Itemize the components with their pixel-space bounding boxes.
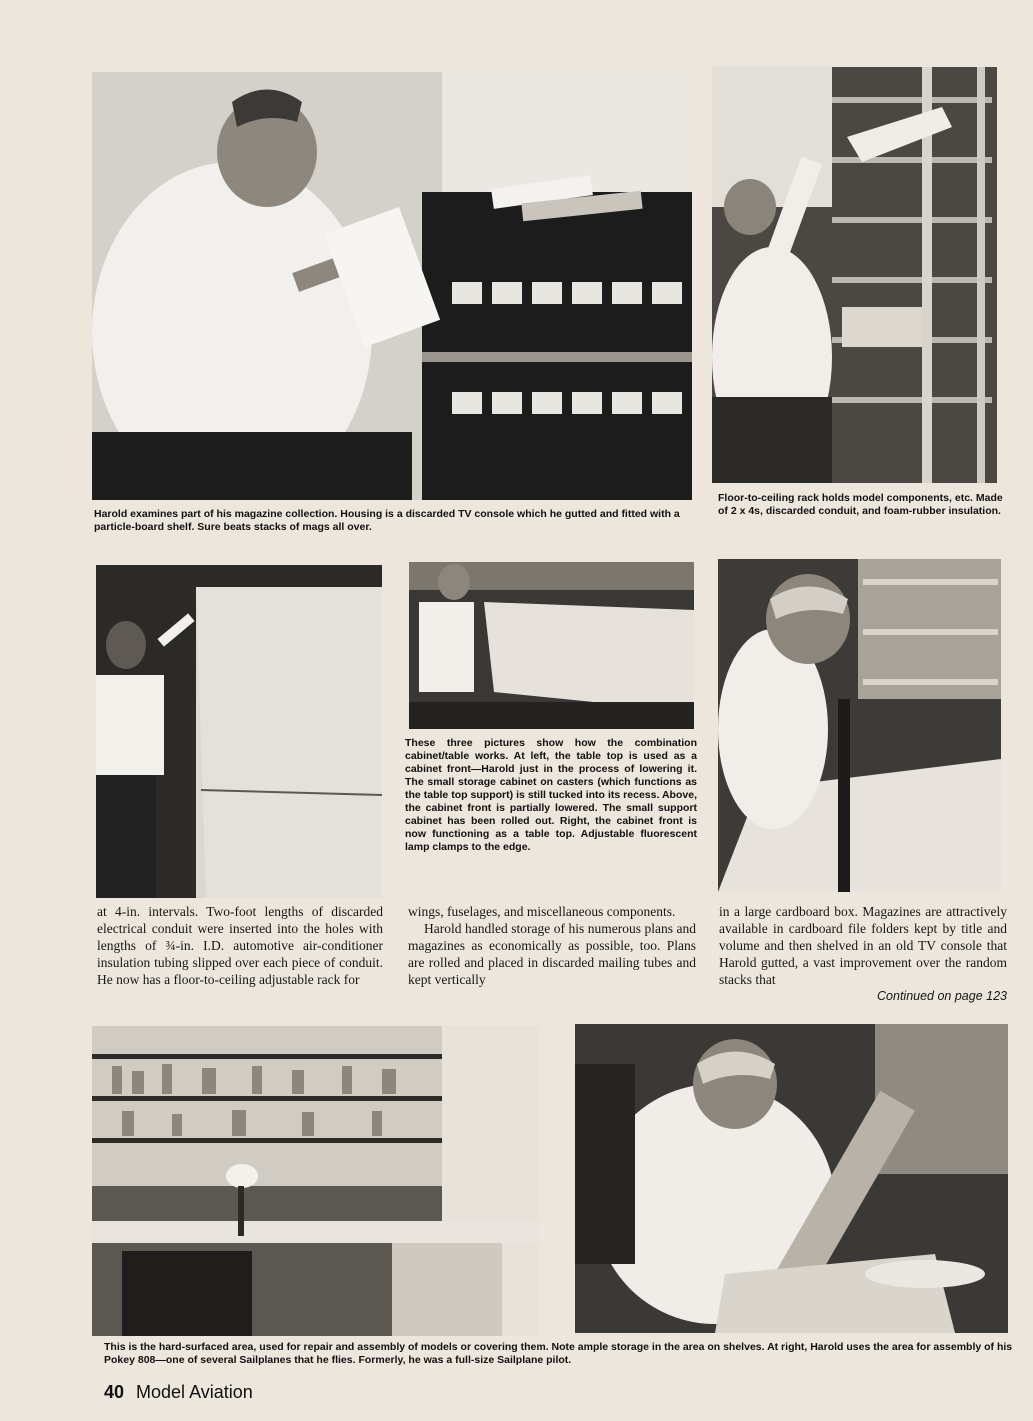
article-column-1 [97,903,383,988]
photo-cabinet-front-left [96,565,382,898]
article-col2-para2: Harold handled storage of his numerous plans and magazines as economically as possible, too. Plans are rolled and placed in discarded mailing tubes and kept vertically [408,921,696,987]
page-footer [104,1382,253,1403]
photo-table-top [718,559,1001,892]
continued-on-page: Continued on page 123 [877,989,1007,1003]
caption-workbench: This is the hard-surfaced area, used for repair and assembly of models or covering them. Note ample storage in the area on shelves. At right, Harold uses the area for assembly of his Pokey 808—one of several Sailplanes that he flies. Formerly, he was a full-size Sailplane pilot. [104,1341,1013,1366]
caption-floor-rack: Floor-to-ceiling rack holds model components, etc. Made of 2 x 4s, discarded conduit, and foam-rubber insulation. [718,492,1003,517]
page-number: 40 [104,1382,125,1402]
photo-cabinet-front-partial [409,562,694,729]
caption-magazine-console: Harold examines part of his magazine collection. Housing is a discarded TV console which he gutted and fitted with a particle-board shelf. Sure beats stacks of mags all over. [94,508,680,533]
article-col1-text: at 4-in. intervals. Two-foot lengths of discarded electrical conduit were inserted into the holes with lengths of ¾-in. I.D. automotive air-conditioner insulation tubing slipped over each piece of conduit. He now has a floor-to-ceiling adjustable rack for [97,904,383,987]
photo-magazine-console [92,72,692,500]
article-column-2 [408,903,696,988]
article-column-3 [719,903,1007,1005]
photo-sailplane-assembly [575,1024,1008,1333]
photo-floor-rack [712,67,997,483]
article-col2-para1: wings, fuselages, and miscellaneous components. [408,904,676,919]
caption-cabinet-table: These three pictures show how the combination cabinet/table works. At left, the table top is used as a cabinet front—Harold just in the process of lowering it. The small storage cabinet on casters (which functions as the table top support) is still tucked into its recess. Above, the cabinet front is partially lowered. The small support cabinet has been rolled out. Right, the cabinet front is now functioning as a table top. Adjustable fluorescent lamp clamps to the edge. [405,737,697,853]
magazine-name: Model Aviation [136,1382,253,1402]
photo-workbench-shelves [92,1026,539,1336]
article-col3-text: in a large cardboard box. Magazines are attractively available in cardboard file folders kept by title and volume and then shelved in an old TV console that Harold gutted, a vast improvement over the random stacks that [719,904,1007,987]
